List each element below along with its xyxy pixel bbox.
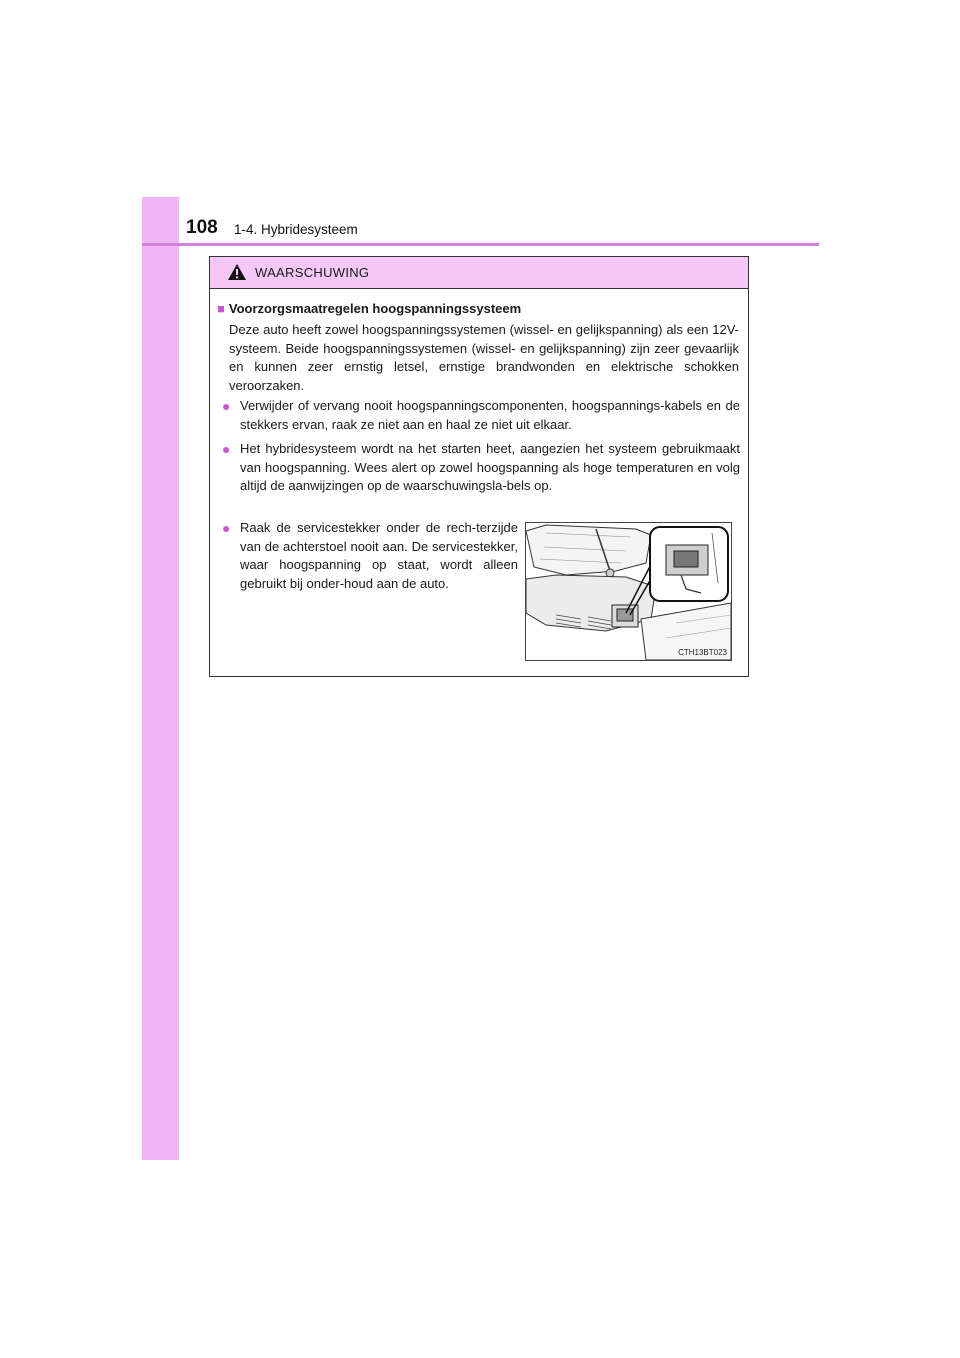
warning-box: [209, 256, 749, 677]
warning-heading: [217, 301, 521, 316]
bullet-item: [222, 519, 518, 593]
bullet-item: [222, 440, 740, 496]
rear-seat-drawing: [526, 523, 731, 660]
bullet-dot-icon: ●: [222, 398, 231, 414]
bullet-text: Het hybridesysteem wordt na het starten heet, aangezien het systeem gebruikmaakt van hoogspanning. Wees alert op zowel hoogspanning als hoge temperaturen en volg altijd de aanwijzingen op de waarschuwingsla-bels op.: [240, 441, 740, 493]
bullet-item: [222, 397, 740, 434]
square-bullet-icon: ■: [217, 301, 225, 316]
warning-triangle-icon: [227, 263, 247, 281]
section-title: 1-4. Hybridesysteem: [234, 222, 358, 237]
side-tab: [142, 197, 179, 1160]
bullet-dot-icon: ●: [222, 520, 231, 536]
bullet-dot-icon: ●: [222, 441, 231, 457]
intro-paragraph: Deze auto heeft zowel hoogspanningssystemen (wissel- en gelijkspanning) als een 12V-systeem. Beide hoogspanningssystemen (wissel- en gelijkspanning) zijn zeer gevaarlijk en kunnen zeer ernstig letsel, ernstige brandwonden en elektrische schokken veroorzaken.: [229, 322, 739, 393]
bullet-text: Raak de servicestekker onder de rech-terzijde van de achterstoel nooit aan. De servicestekker, waar hoogspanning op staat, wordt alleen gebruikt bij onder-houd aan de auto.: [240, 520, 518, 591]
warning-title: WAARSCHUWING: [255, 265, 370, 280]
service-plug-illustration: [525, 522, 732, 661]
figure-code: CTH13BT023: [678, 648, 727, 657]
bullet-text: Verwijder of vervang nooit hoogspanningscomponenten, hoogspannings-kabels en de stekkers ervan, raak ze niet aan en haal ze niet uit elkaar.: [240, 398, 740, 432]
page-number: 108: [186, 217, 218, 238]
header-rule: [142, 243, 819, 246]
warning-heading-text: Voorzorgsmaatregelen hoogspanningssysteem: [228, 301, 522, 316]
warning-header: [210, 257, 748, 289]
